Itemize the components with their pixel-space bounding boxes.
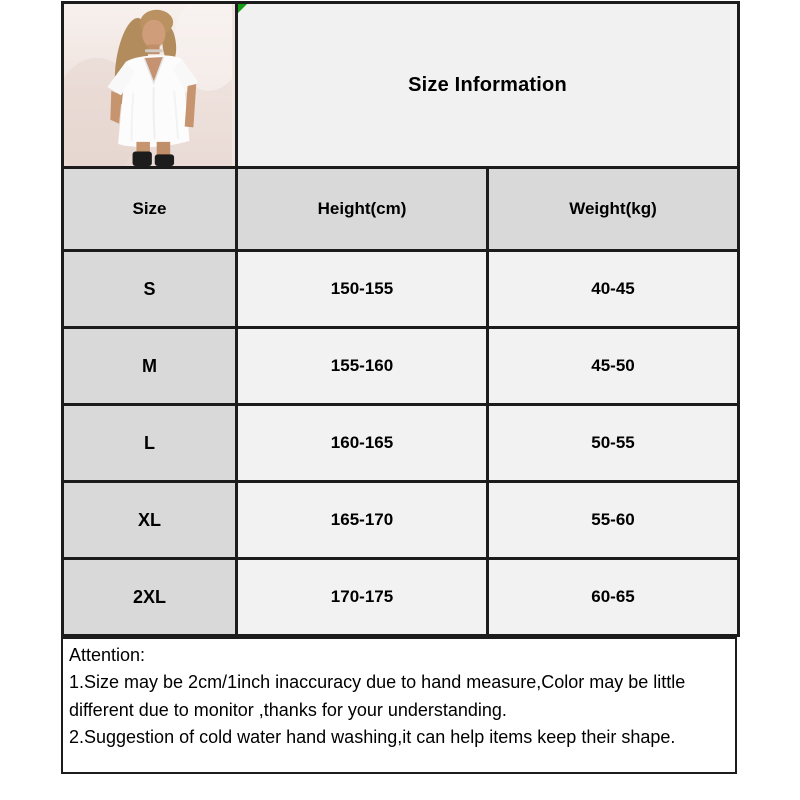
size-label: XL — [63, 482, 237, 559]
height-value: 165-170 — [237, 482, 488, 559]
attention-box — [61, 637, 737, 774]
size-label: S — [63, 251, 237, 328]
column-header-size: Size — [63, 168, 237, 251]
weight-value: 60-65 — [488, 559, 739, 636]
page-title: Size Information — [408, 73, 567, 96]
height-value: 155-160 — [237, 328, 488, 405]
height-value: 160-165 — [237, 405, 488, 482]
size-label: L — [63, 405, 237, 482]
attention-note-1: 1.Size may be 2cm/1inch inaccuracy due to hand measure,Color may be little different due to monitor ,thanks for your understanding. — [69, 672, 686, 720]
size-label: M — [63, 328, 237, 405]
green-corner-marker-icon — [238, 4, 247, 13]
table-row-2xl — [63, 559, 739, 636]
product-photo-cell — [63, 3, 237, 168]
column-header-height: Height(cm) — [237, 168, 488, 251]
weight-value: 55-60 — [488, 482, 739, 559]
product-photo-illustration — [64, 4, 232, 166]
table-row-l — [63, 405, 739, 482]
size-table — [61, 1, 740, 637]
column-header-weight: Weight(kg) — [488, 168, 739, 251]
weight-value: 40-45 — [488, 251, 739, 328]
size-chart-content — [61, 1, 739, 774]
height-value: 150-155 — [237, 251, 488, 328]
weight-value: 45-50 — [488, 328, 739, 405]
attention-note-2: 2.Suggestion of cold water hand washing,it can help items keep their shape. — [69, 727, 676, 748]
table-row-m — [63, 328, 739, 405]
column-header-row — [63, 168, 739, 251]
size-information-header-cell — [237, 3, 739, 168]
table-row-s — [63, 251, 739, 328]
weight-value: 50-55 — [488, 405, 739, 482]
image-title-row — [63, 3, 739, 168]
size-label: 2XL — [63, 559, 237, 636]
attention-title: Attention: — [69, 645, 146, 665]
height-value: 170-175 — [237, 559, 488, 636]
table-row-xl — [63, 482, 739, 559]
